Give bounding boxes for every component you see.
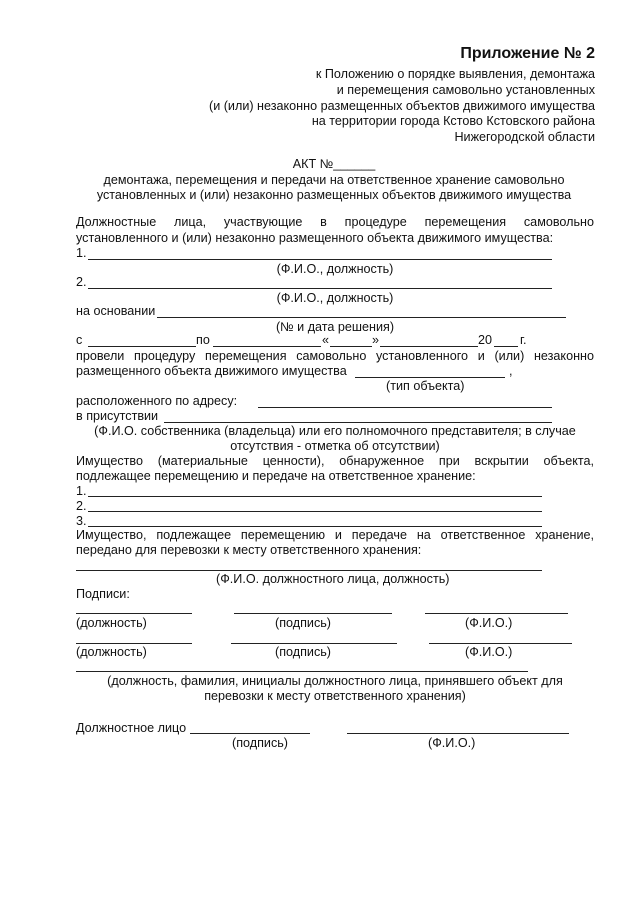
header-line-3: (и (или) незаконно размещенных объектов движимого имущества	[209, 99, 595, 113]
date-close-quote: »	[372, 333, 380, 347]
official-2-number: 2.	[76, 275, 87, 289]
date-from-label: с	[76, 333, 83, 347]
paragraph-2-line-1: провели процедуру перемещения самовольно установленного и (или) незаконно	[76, 349, 594, 363]
signature-row-1-sign-caption: (подпись)	[275, 616, 331, 630]
signature-row-1-sign-field[interactable]	[234, 613, 392, 614]
item-2-number: 2.	[76, 499, 87, 513]
caption-official: (Ф.И.О. должностного лица, должность)	[216, 572, 450, 586]
address-field[interactable]	[258, 407, 552, 408]
paragraph-1-line-1: Должностные лица, участвующие в процедуре перемещения самовольно	[76, 215, 594, 229]
signature-row-1-fio-field[interactable]	[425, 613, 568, 614]
item-3-number: 3.	[76, 514, 87, 528]
caption-receiver-2: перевозки к месту ответственного хранения)	[204, 689, 466, 703]
signature-row-2-position-caption: (должность)	[76, 645, 147, 659]
caption-decision: (№ и дата решения)	[275, 320, 395, 334]
official-1-number: 1.	[76, 246, 87, 260]
object-type-comma: ,	[509, 364, 513, 378]
presence-label: в присутствии	[76, 409, 159, 423]
header-line-4: на территории города Кстово Кстовского района	[311, 114, 595, 128]
paragraph-4-line-2: передано для перевозки к месту ответственного хранения:	[76, 543, 422, 557]
date-year-prefix: 20	[478, 333, 493, 347]
address-label: расположенного по адресу:	[76, 394, 238, 408]
caption-fio-position-2: (Ф.И.О., должность)	[276, 291, 394, 305]
receiver-field[interactable]	[76, 671, 528, 672]
item-1-field[interactable]	[88, 496, 542, 497]
official-1-field[interactable]	[88, 259, 552, 260]
signature-row-1-fio-caption: (Ф.И.О.)	[465, 616, 513, 630]
paragraph-2-line-2: размещенного объекта движимого имущества	[76, 364, 347, 378]
official-fio-field[interactable]	[347, 733, 569, 734]
date-from-field[interactable]	[88, 346, 196, 347]
signature-row-1-position-caption: (должность)	[76, 616, 147, 630]
date-open-quote: «	[322, 333, 330, 347]
official-sign-field[interactable]	[190, 733, 310, 734]
paragraph-1-line-2: установленного и (или) незаконно размещенного объекта движимого имущества:	[76, 231, 554, 245]
header-line-5: Нижегородской области	[454, 130, 595, 144]
paragraph-3-line-2: подлежащее перемещению и передаче на ответственное хранение:	[76, 469, 476, 483]
item-1-number: 1.	[76, 484, 87, 498]
date-to-label: по	[196, 333, 210, 347]
item-2-field[interactable]	[88, 511, 542, 512]
signature-row-1-position-field[interactable]	[76, 613, 192, 614]
caption-fio-position-1: (Ф.И.О., должность)	[276, 262, 394, 276]
date-year-suffix: г.	[520, 333, 527, 347]
header-line-1: к Положению о порядке выявления, демонтажа	[315, 67, 595, 81]
official-fio-caption: (Ф.И.О.)	[428, 736, 476, 750]
basis-label: на основании	[76, 304, 156, 318]
date-day-field[interactable]	[330, 346, 372, 347]
header-line-2: и перемещения самовольно установленных	[336, 83, 595, 97]
official-2-field[interactable]	[88, 288, 552, 289]
act-title: АКТ №______	[292, 157, 376, 171]
appendix-title: Приложение № 2	[460, 45, 595, 62]
official-sign-caption: (подпись)	[232, 736, 288, 750]
official-label: Должностное лицо	[76, 721, 187, 735]
signature-row-2-sign-caption: (подпись)	[275, 645, 331, 659]
date-to-field[interactable]	[213, 346, 321, 347]
act-subtitle-2: установленных и (или) незаконно размещенных объектов движимого имущества	[96, 188, 572, 202]
act-subtitle-1: демонтажа, перемещения и передачи на ответственное хранение самовольно	[103, 173, 565, 187]
signatures-label: Подписи:	[76, 587, 130, 601]
caption-receiver-1: (должность, фамилия, инициалы должностного лица, принявшего объект для	[107, 674, 563, 688]
caption-object-type: (тип объекта)	[386, 379, 465, 393]
date-month-field[interactable]	[380, 346, 478, 347]
paragraph-3-line-1: Имущество (материальные ценности), обнаруженное при вскрытии объекта,	[76, 454, 594, 468]
date-year-field[interactable]	[494, 346, 518, 347]
signature-row-2-fio-caption: (Ф.И.О.)	[465, 645, 513, 659]
caption-owner-2: отсутствия - отметка об отсутствии)	[230, 439, 440, 453]
paragraph-4-line-1: Имущество, подлежащее перемещению и передаче на ответственное хранение,	[76, 528, 594, 542]
caption-owner-1: (Ф.И.О. собственника (владельца) или его полномочного представителя; в случае	[94, 424, 576, 438]
basis-field[interactable]	[157, 317, 566, 318]
